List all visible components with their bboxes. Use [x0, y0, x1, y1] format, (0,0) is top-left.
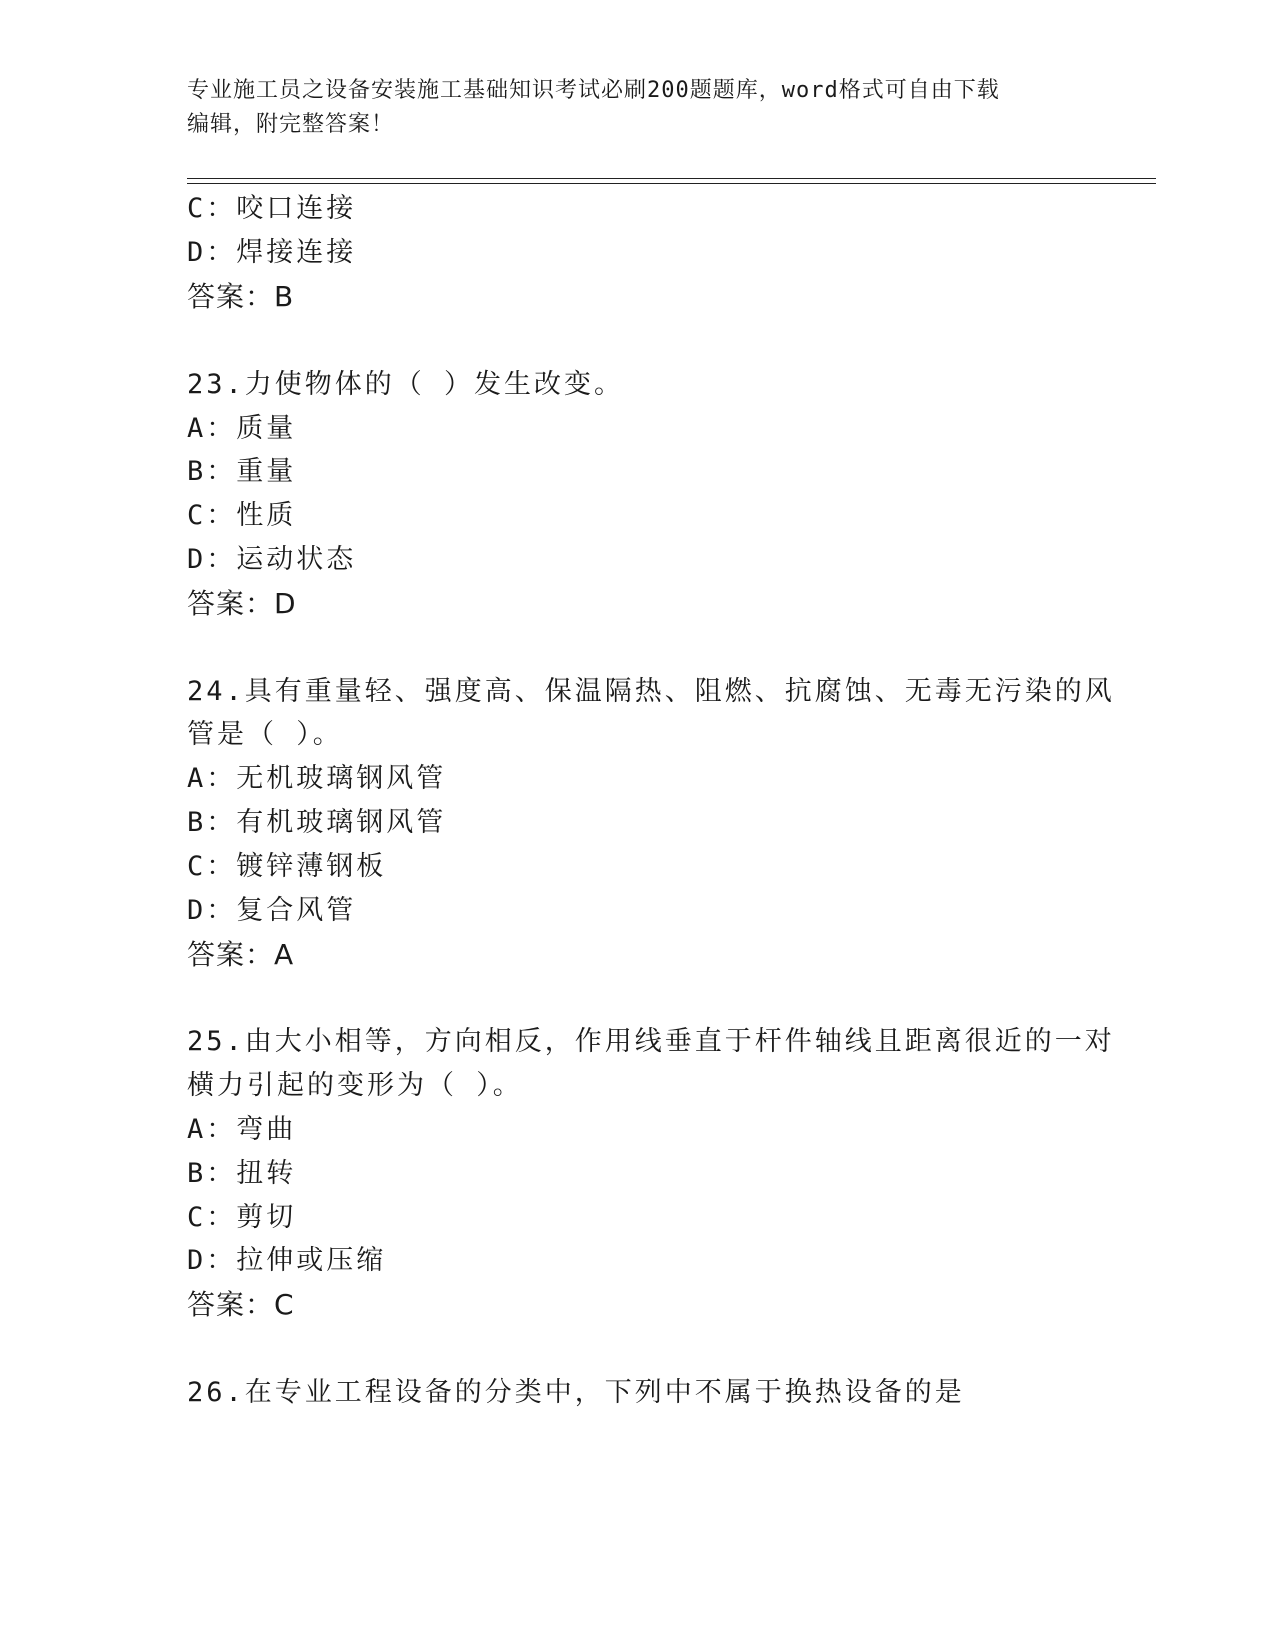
- question-24-line-1: 24.具有重量轻、强度高、保温隔热、阻燃、抗腐蚀、无毒无污染的风: [187, 676, 1115, 707]
- option-a-q23: A：质量: [187, 413, 297, 444]
- header-line-1: 专业施工员之设备安装施工基础知识考试必刷200题题库，word格式可自由下载: [187, 78, 1000, 103]
- header-rule-bottom: [187, 183, 1156, 184]
- answer-q24: 答案：A: [187, 938, 295, 971]
- question-23: 23.力使物体的（ ）发生改变。: [187, 369, 625, 400]
- question-25-line-2: 横力引起的变形为（ ）。: [187, 1070, 523, 1101]
- option-c-q22: C：咬口连接: [187, 193, 357, 224]
- question-26: 26.在专业工程设备的分类中，下列中不属于换热设备的是: [187, 1377, 965, 1408]
- header-rule-top: [187, 178, 1156, 179]
- document-header: [187, 74, 1067, 142]
- option-a-q24: A：无机玻璃钢风管: [187, 763, 447, 794]
- answer-q23: 答案：D: [187, 587, 297, 620]
- option-d-q25: D：拉伸或压缩: [187, 1245, 387, 1276]
- option-b-q23: B：重量: [187, 456, 297, 487]
- option-b-q24: B：有机玻璃钢风管: [187, 807, 447, 838]
- option-a-q25: A：弯曲: [187, 1114, 297, 1145]
- answer-q22: 答案：B: [187, 280, 295, 313]
- question-25-line-1: 25.由大小相等，方向相反，作用线垂直于杆件轴线且距离很近的一对: [187, 1026, 1115, 1057]
- option-c-q25: C：剪切: [187, 1202, 297, 1233]
- option-d-q22: D：焊接连接: [187, 237, 357, 268]
- option-c-q24: C：镀锌薄钢板: [187, 851, 387, 882]
- option-b-q25: B：扭转: [187, 1158, 297, 1189]
- question-24-line-2: 管是（ ）。: [187, 719, 343, 750]
- header-line-2: 编辑，附完整答案！: [187, 112, 395, 137]
- option-d-q23: D：运动状态: [187, 544, 357, 575]
- answer-q25: 答案：C: [187, 1288, 295, 1321]
- option-d-q24: D：复合风管: [187, 895, 357, 926]
- option-c-q23: C：性质: [187, 500, 297, 531]
